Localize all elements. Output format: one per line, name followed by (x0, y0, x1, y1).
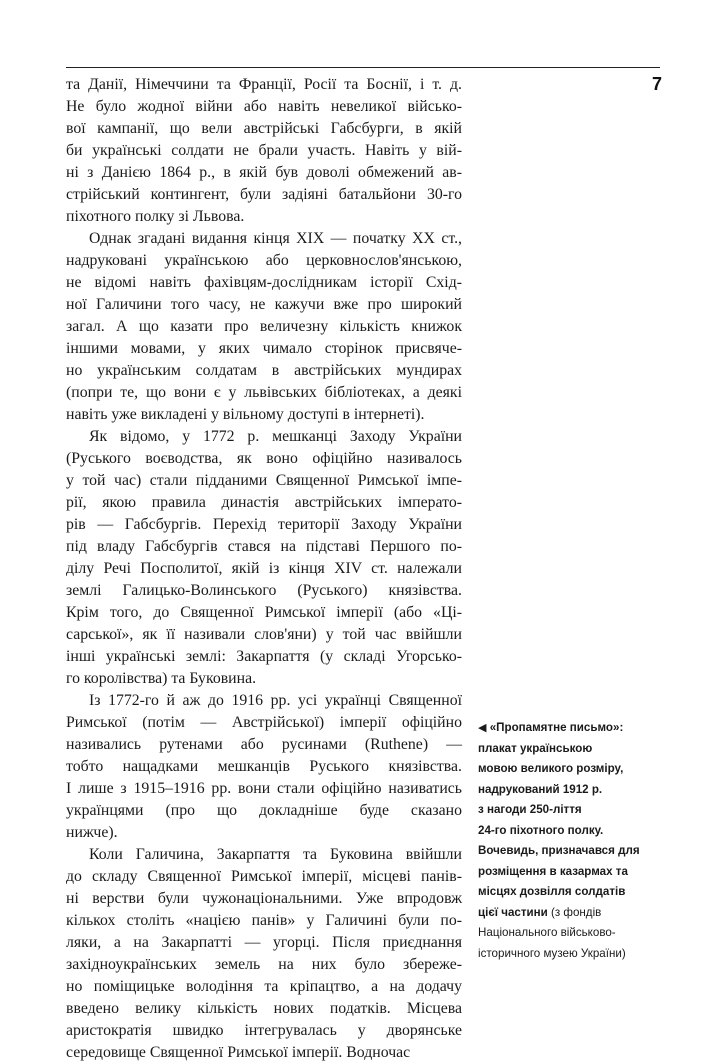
caption-bold-text: цієї частини (478, 905, 548, 919)
text-line: ділу Речі Посполитої, якій із кінця XIV ст. належали (66, 560, 462, 577)
caption-line (478, 759, 668, 780)
text-line: називались рутенами або русинами (Ruthene) — (66, 736, 462, 753)
text-line: землі Галицько-Волинського (Руського) князівства. (66, 582, 462, 599)
text-line: Крім того, до Священної Римської імперії (або «Ці- (66, 604, 462, 621)
caption-line (478, 882, 668, 903)
text-line: до складу Священної Римської імперії, місцеві панів- (66, 868, 462, 885)
text-line: Із 1772-го й аж до 1916 рр. усі українці Священної (89, 692, 462, 709)
text-line: аристократія швидко інтегрувалась у дворянське (66, 1022, 462, 1039)
text-line: Як відомо, у 1772 р. мешканці Заходу України (89, 428, 462, 445)
text-line: західноукраїнських земель на них було збереже- (66, 956, 462, 973)
caption-regular-text: історичного музею України) (478, 946, 626, 960)
text-line: у той час) стали підданими Священної Римської імпе- (66, 472, 462, 489)
caption-line (478, 780, 668, 801)
triangle-left-icon: ◀ (478, 722, 487, 734)
text-line: ні верстви були чужонаціональними. Уже впродовж (66, 890, 462, 907)
caption-line (478, 903, 668, 924)
text-line: ні з Данією 1864 р., в якій був доволі обмежений ав- (66, 164, 462, 181)
text-line: кількох століть «нацією панів» у Галичині були по- (66, 912, 462, 929)
caption-bold-text: 24-го піхотного полку. (478, 823, 604, 837)
text-line: вої кампанії, що вели австрійські Габсбурги, в якій (66, 120, 462, 137)
text-line: но українським солдатам в австрійських мундирах (66, 362, 462, 379)
text-line: рії, якою правила династія австрійських імперато- (66, 494, 462, 511)
text-line: го королівства) та Буковина. (66, 670, 257, 687)
text-line: ляки, а на Закарпатті — угорці. Після приєднання (66, 934, 462, 951)
text-line: Однак згадані видання кінця XIX — початку XX ст., (89, 230, 462, 247)
text-line: Не було жодної війни або навіть невеликої військо- (66, 98, 462, 115)
caption-line (478, 923, 668, 944)
caption-line (478, 944, 668, 965)
figure-caption (478, 718, 668, 964)
text-line: І лише з 1915–1916 рр. вони стали офіційно називатись (66, 780, 462, 797)
caption-bold-text: Вочевидь, призначався для (478, 844, 640, 857)
text-line: Коли Галичина, Закарпаття та Буковина ввійшли (89, 846, 462, 863)
text-line: середовище Священної Римської імперії. Водночас (66, 1044, 411, 1061)
caption-regular-text: (з фондів (547, 905, 602, 919)
text-line: но поміщицьке володіння та кріпацтво, а на додачу (66, 978, 462, 995)
text-line: інші українські землі: Закарпаття (у складі Угорсько- (66, 648, 462, 665)
text-line: надруковані українською або церковнослов'янською, (66, 252, 462, 269)
text-line: тобто нащадками мешканців Руського князівства. (66, 758, 462, 775)
caption-line (478, 718, 668, 739)
text-line: та Данії, Німеччини та Франції, Росії та Боснії, і т. д. (66, 76, 462, 93)
caption-bold-text: з нагоди 250-ліття (478, 803, 582, 816)
caption-bold-text: місцях дозвілля солдатів (478, 885, 626, 898)
text-line: не відомі навіть фахівцям-дослідникам історії Схід- (66, 274, 462, 291)
caption-bold-text: розміщення в казармах та (478, 864, 628, 878)
text-line: ної Галичини того часу, не кажучи вже про широкий (66, 296, 462, 313)
caption-line (478, 862, 668, 883)
text-line: навіть уже викладені у вільному доступі в інтернеті). (66, 406, 425, 423)
text-line: під владу Габсбургів стався на підставі Першого по- (66, 538, 462, 555)
body-text (66, 74, 462, 1064)
text-line: іншими мовами, у яких чимало сторінок присвяче- (66, 340, 462, 357)
caption-regular-text: Національного військово- (478, 926, 616, 939)
caption-bold-text: «Пропамятне письмо»: (489, 721, 624, 734)
text-line: введено велику кількість нових податків. Місцева (66, 1000, 462, 1017)
caption-line (478, 841, 668, 862)
page-number: 7 (651, 74, 662, 94)
caption-bold-text: надрукований 1912 р. (478, 782, 603, 796)
text-line: Римської (потім — Австрійської) імперії офіційно (66, 714, 462, 731)
top-rule (66, 67, 660, 68)
text-line: українцями (про що докладніше буде сказано (66, 802, 462, 819)
caption-bold-text: плакат українською (478, 741, 593, 755)
text-line: рів — Габсбургів. Перехід території Заходу України (66, 516, 462, 533)
caption-line (478, 821, 668, 842)
text-line: би українські солдати не брали участь. Навіть у вій- (66, 142, 462, 159)
caption-line (478, 800, 668, 821)
text-line: (попри те, що вони є у львівських бібліотеках, а деякі (66, 384, 462, 401)
caption-line (478, 739, 668, 760)
text-line: сарської», як її називали слов'яни) у той час ввійшли (66, 626, 462, 643)
text-line: нижче). (66, 824, 118, 841)
text-line: стрійський контингент, були задіяні батальйони 30-го (66, 186, 462, 203)
text-line: загал. А що казати про величезну кількість книжок (66, 318, 462, 335)
text-line: піхотного полку зі Львова. (66, 208, 245, 225)
text-line: (Руського воєводства, як воно офіційно називалось (66, 450, 462, 467)
caption-bold-text: мовою великого розміру, (478, 762, 624, 775)
